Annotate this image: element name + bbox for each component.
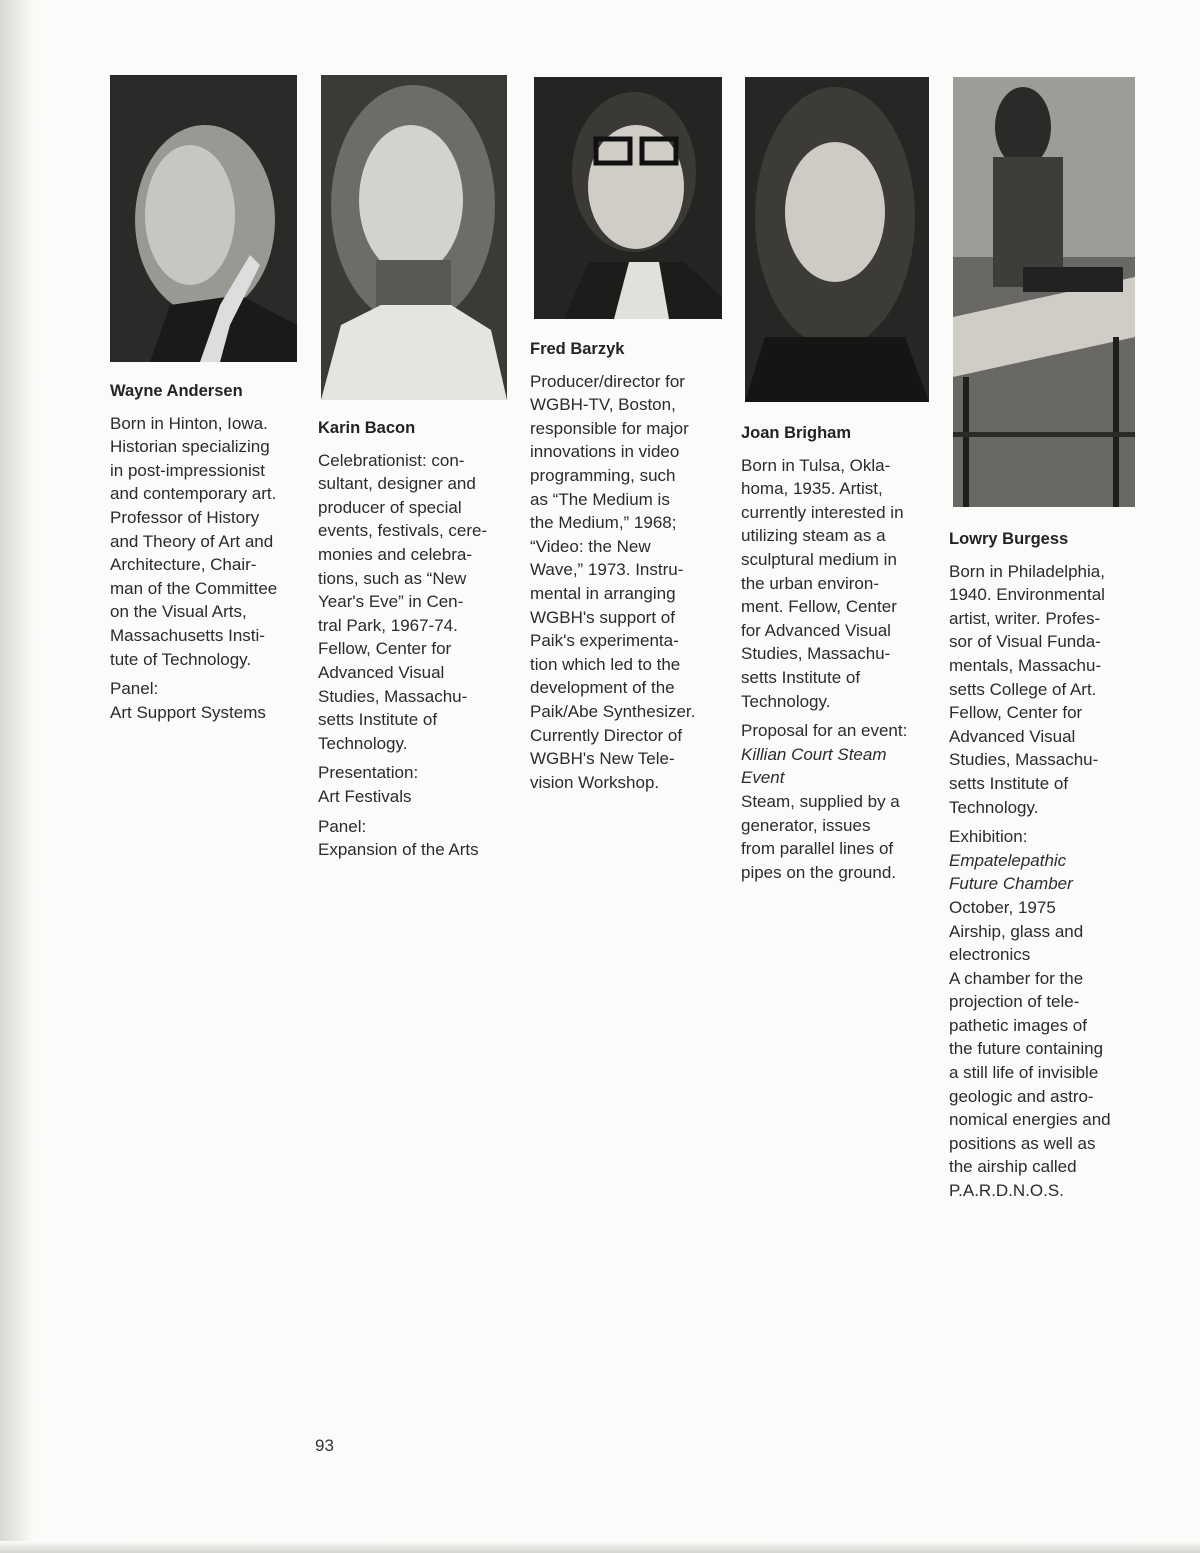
bio-line: utilizing steam as a [741, 526, 886, 546]
bio-text [530, 370, 735, 795]
bio-line: Currently Director of [530, 725, 683, 745]
bio-line: Fellow, Center for [949, 703, 1083, 723]
page-edge-bottom [0, 1541, 1200, 1553]
bio-line: tion which led to the [530, 654, 681, 674]
panel-value: Art Support Systems [110, 702, 266, 722]
bio-joan-brigham [741, 422, 946, 890]
bio-line: currently interested in [741, 502, 904, 522]
bio-line: tral Park, 1967-74. [318, 615, 458, 635]
exhibition-section [949, 825, 1149, 1203]
bio-line: Technology. [318, 733, 408, 753]
bio-line: sultant, designer and [318, 474, 476, 494]
bio-line: Studies, Massachu- [741, 644, 891, 664]
exhibition-desc: electronics [949, 945, 1031, 965]
panel-section [318, 815, 518, 862]
presentation-label: Presentation: [318, 763, 419, 783]
page-edge-left [0, 0, 34, 1553]
bio-line: Paik/Abe Synthesizer. [530, 701, 696, 721]
bio-line: tions, such as “New [318, 568, 467, 588]
bio-line: ment. Fellow, Center [741, 597, 897, 617]
bio-line: homa, 1935. Artist, [741, 479, 883, 499]
bio-line: Studies, Massachu- [318, 686, 468, 706]
bio-line: producer of special [318, 497, 462, 517]
proposal-title: Killian Court Steam [741, 744, 887, 764]
bio-text [949, 560, 1149, 820]
page-number: 93 [315, 1436, 334, 1455]
bio-line: vision Workshop. [530, 772, 660, 792]
bio-lowry-burgess [949, 528, 1149, 1209]
bio-line: events, festivals, cere- [318, 521, 488, 541]
panel-label: Panel: [110, 679, 159, 699]
bio-fred-barzyk [530, 338, 735, 800]
bio-line: 1940. Environmental [949, 585, 1105, 605]
bio-line: Massachusetts Insti- [110, 625, 265, 645]
bio-line: tute of Technology. [110, 649, 252, 669]
bio-line: Advanced Visual [318, 662, 445, 682]
panel-section [110, 677, 310, 724]
proposal-title: Event [741, 768, 785, 788]
bio-line: development of the [530, 678, 675, 698]
exhibition-title: Empatelepathic [949, 850, 1067, 870]
bio-line: and Theory of Art and [110, 531, 274, 551]
photo-joan-brigham [745, 77, 929, 402]
proposal-desc: Steam, supplied by a [741, 791, 900, 811]
bio-line: setts Institute of [741, 667, 861, 687]
bio-line: sculptural medium in [741, 549, 897, 569]
bio-line: WGBH's New Tele- [530, 749, 675, 769]
exhibition-desc: pathetic images of [949, 1015, 1087, 1035]
person-name: Fred Barzyk [530, 340, 625, 358]
bio-line: mentals, Massachu- [949, 655, 1102, 675]
bio-line: Architecture, Chair- [110, 555, 257, 575]
person-name: Karin Bacon [318, 419, 416, 437]
bio-line: Born in Hinton, Iowa. [110, 413, 268, 433]
presentation-value: Art Festivals [318, 786, 412, 806]
bio-line: Fellow, Center for [318, 639, 452, 659]
bio-line: Year's Eve” in Cen- [318, 592, 464, 612]
bio-line: setts College of Art. [949, 679, 1097, 699]
bio-line: setts Institute of [949, 773, 1069, 793]
bio-line: Wave,” 1973. Instru- [530, 560, 684, 580]
bio-karin-bacon [318, 417, 518, 868]
exhibition-label: Exhibition: [949, 827, 1028, 847]
bio-line: for Advanced Visual [741, 620, 891, 640]
bio-line: Advanced Visual [949, 726, 1076, 746]
bio-text [741, 454, 946, 714]
bio-line: Born in Tulsa, Okla- [741, 455, 891, 475]
bio-line: Born in Philadelphia, [949, 561, 1105, 581]
exhibition-desc: nomical energies and [949, 1110, 1111, 1130]
exhibition-desc: projection of tele- [949, 992, 1080, 1012]
bio-line: mental in arranging [530, 583, 676, 603]
exhibition-desc: A chamber for the [949, 968, 1084, 988]
bio-wayne-andersen [110, 380, 310, 730]
exhibition-title: Future Chamber [949, 874, 1073, 894]
bio-line: Technology. [741, 691, 831, 711]
bio-line: Paik's experimenta- [530, 631, 679, 651]
panel-value: Expansion of the Arts [318, 840, 479, 860]
person-name: Joan Brigham [741, 424, 852, 442]
bio-line: the urban environ- [741, 573, 879, 593]
exhibition-desc: a still life of invisible [949, 1063, 1099, 1083]
bio-line: WGBH-TV, Boston, [530, 395, 676, 415]
proposal-desc: generator, issues [741, 815, 871, 835]
bio-line: Studies, Massachu- [949, 750, 1099, 770]
proposal-desc: pipes on the ground. [741, 862, 897, 882]
proposal-desc: from parallel lines of [741, 839, 894, 859]
exhibition-desc: Airship, glass and [949, 921, 1084, 941]
bio-line: responsible for major [530, 418, 689, 438]
bio-text [318, 449, 518, 756]
bio-line: Professor of History [110, 507, 260, 527]
person-name: Wayne Andersen [110, 382, 243, 400]
bio-line: the Medium,” 1968; [530, 513, 677, 533]
bio-line: man of the Committee [110, 578, 278, 598]
bio-line: Technology. [949, 797, 1039, 817]
exhibition-desc: the future containing [949, 1039, 1104, 1059]
bio-line: Producer/director for [530, 371, 685, 391]
exhibition-desc: the airship called [949, 1157, 1077, 1177]
photo-wayne-andersen [110, 75, 297, 362]
bio-line: as “The Medium is [530, 489, 670, 509]
bio-line: and contemporary art. [110, 484, 277, 504]
exhibition-desc: October, 1975 [949, 897, 1056, 917]
photo-karin-bacon [321, 75, 507, 400]
bio-line: WGBH's support of [530, 607, 675, 627]
bio-line: setts Institute of [318, 710, 438, 730]
bio-line: Celebrationist: con- [318, 450, 465, 470]
bio-line: “Video: the New [530, 536, 651, 556]
bio-line: on the Visual Arts, [110, 602, 247, 622]
photo-fred-barzyk [534, 77, 722, 319]
exhibition-desc: geologic and astro- [949, 1086, 1094, 1106]
bio-line: in post-impressionist [110, 460, 265, 480]
panel-label: Panel: [318, 816, 367, 836]
exhibition-desc: P.A.R.D.N.O.S. [949, 1181, 1064, 1201]
bio-line: sor of Visual Funda- [949, 632, 1101, 652]
bio-line: artist, writer. Profes- [949, 608, 1101, 628]
bio-text [110, 412, 310, 672]
bio-line: programming, such [530, 465, 676, 485]
proposal-label: Proposal for an event: [741, 721, 908, 741]
bio-line: Historian specializing [110, 437, 270, 457]
photo-lowry-burgess [953, 77, 1135, 507]
presentation-section [318, 761, 518, 808]
bio-line: innovations in video [530, 442, 680, 462]
person-name: Lowry Burgess [949, 530, 1069, 548]
bio-line: monies and celebra- [318, 544, 473, 564]
exhibition-desc: positions as well as [949, 1133, 1096, 1153]
proposal-section [741, 719, 946, 884]
